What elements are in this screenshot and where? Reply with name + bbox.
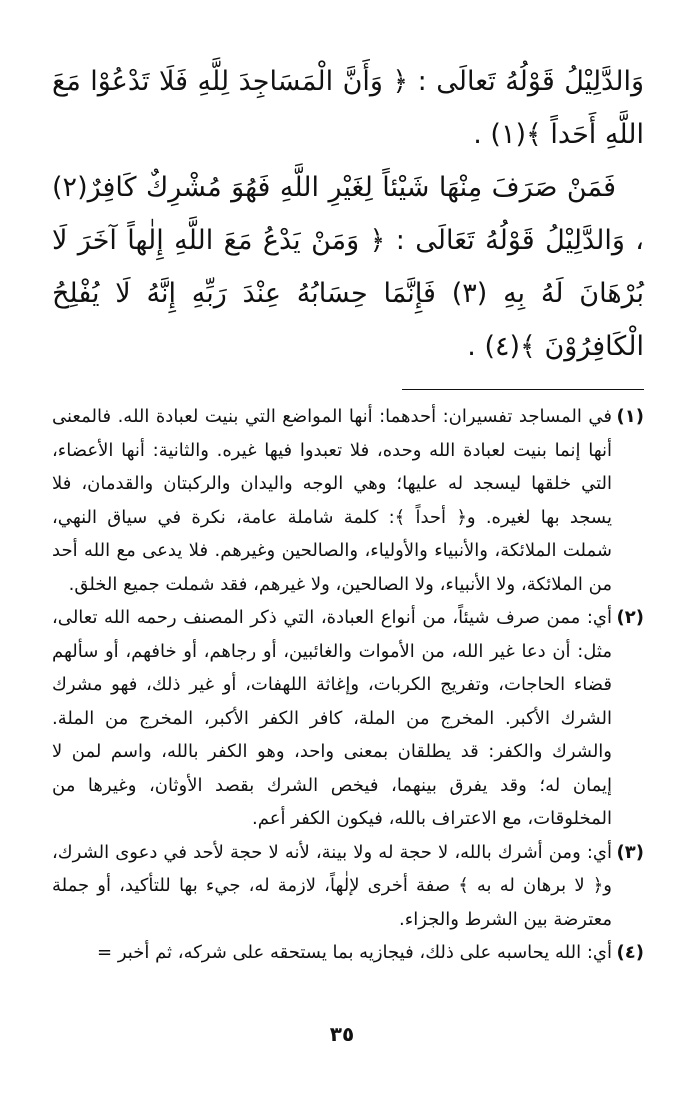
main-paragraph-2: فَمَنْ صَرَفَ مِنْهَا شَيْئاً لِغَيْرِ اللَّهِ فَهُوَ مُشْرِكٌ كَافِرٌ(٢) ، وَالدَّلِيْلُ قَوْلُهُ تَعَالَى : ﴿ وَمَنْ يَدْعُ مَعَ اللَّهِ إِلٰهاً آخَرَ لَا بُرْهَانَ لَهُ بِهِ (٣) فَإِنَّمَا حِسَابُهُ عِنْدَ رَبِّهِ إِنَّهُ لَا يُفْلِحُ الْكَافِرُوْنَ ﴾(٤) . — [52, 172, 644, 362]
footnote-2 — [52, 601, 644, 836]
footnote-text: في المساجد تفسيران: أحدهما: أنها المواضع التي بنيت لعبادة الله. فالمعنى أنها إنما بنيت لعبادة الله وحده، فلا تعبدوا فيها غيره. والثانية: أنها الأعضاء، التي خلقها ليسجد له عليها؛ وهي الوجه واليدان والركبتان والقدمان، فلا يسجد بها لغيره. و﴿ أحداً ﴾: كلمة شاملة عامة، نكرة في سياق النهي، شملت الملائكة، والأنبياء والأولياء، والصالحين وغيرهم. فلا يدعى مع الله أحد من الملائكة، ولا الأنبياء، ولا الصالحين، ولا غيرهم، فقد شملت جميع الخلق. — [52, 406, 612, 595]
footnote-separator — [402, 389, 644, 390]
footnote-text: أي: الله يحاسبه على ذلك، فيجازيه بما يستحقه على شركه، ثم أخبر = — [97, 942, 612, 963]
footnote-4 — [52, 936, 644, 970]
footnote-text: أي: ومن أشرك بالله، لا حجة له ولا بينة، لأنه لا حجة لأحد في دعوى الشرك، و﴿ لا برهان له به ﴾ صفة أخرى لإلٰهاً، لازمة له، جيء بها للتأكيد، أو جملة معترضة بين الشرط والجزاء. — [52, 841, 612, 930]
page-number: ٣٥ — [329, 1022, 355, 1046]
footnote-number: (٣) — [616, 841, 644, 863]
footnote-number: (٢) — [616, 607, 644, 628]
footnote-number: (١) — [616, 406, 644, 427]
footnote-1 — [52, 400, 644, 601]
footnote-3 — [52, 836, 644, 937]
footnote-text: أي: ممن صرف شيئاً، من أنواع العبادة، التي ذكر المصنف رحمه الله تعالى، مثل: أن دعا غير الله، من الأموات والغائبين، أو رجاهم، أو خافهم، أو سألهم قضاء الحاجات، وتفريج الكربات، وإغاثة اللهفات، أو غير ذلك، فهو مشرك الشرك الأكبر. المخرج من الملة، كافر الكفر الأكبر، المخرج من الملة. والشرك والكفر: قد يطلقان بمعنى واحد، وهو الكفر بالله، واسم لمن لا إيمان له؛ وقد يفرق بينهما، فيخص الشرك بقصد الأوثان، وغيرها من المخلوقات، مع الاعتراف بالله، فيكون الكفر أعم. — [52, 607, 612, 829]
book-page — [52, 55, 644, 970]
footnote-number: (٤) — [616, 942, 644, 963]
main-text — [52, 55, 644, 373]
footnotes — [52, 400, 644, 970]
main-paragraph-1: وَالدَّلِيْلُ قَوْلُهُ تَعالَى : ﴿ وَأَنَّ الْمَسَاجِدَ لِلَّهِ فَلَا تَدْعُوْا مَعَ اللَّهِ أَحَداً ﴾(١) . — [52, 66, 644, 150]
